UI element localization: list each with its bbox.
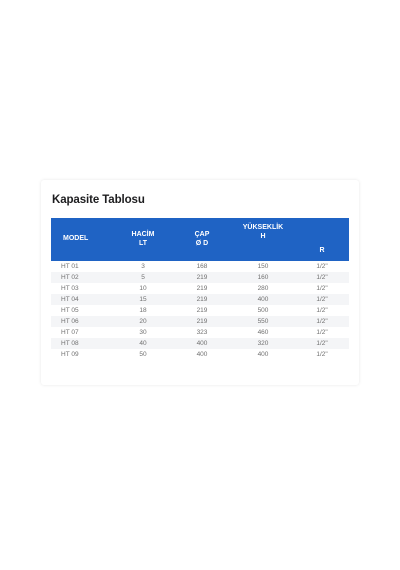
cell-r: 1/2" (316, 285, 328, 292)
cell-r: 1/2" (316, 351, 328, 358)
cell-height: 400 (257, 351, 269, 358)
capacity-card (41, 180, 359, 385)
cell-diameter: 219 (196, 307, 208, 314)
header-height-unit: H (260, 232, 266, 240)
table-body (51, 261, 349, 360)
header-height-label: YÜKSEKLİK (242, 224, 284, 231)
capacity-table (51, 218, 349, 360)
table-row (51, 349, 349, 360)
header-volume-unit: LT (138, 239, 148, 247)
cell-r: 1/2" (295, 272, 349, 283)
cell-r: 1/2" (295, 316, 349, 327)
table-row (51, 316, 349, 327)
cell-height: 160 (231, 272, 295, 283)
cell-model: HT 01 (61, 263, 79, 270)
cell-r: 1/2" (316, 329, 328, 336)
cell-height: 550 (231, 316, 295, 327)
cell-height: 500 (257, 307, 269, 314)
header-model (51, 218, 113, 261)
cell-volume: 50 (139, 351, 147, 358)
header-r-label: R (319, 246, 325, 254)
cell-r: 1/2" (295, 294, 349, 305)
cell-model: HT 06 (51, 316, 113, 327)
table-row (51, 327, 349, 338)
cell-diameter: 168 (196, 263, 208, 270)
cell-volume: 40 (113, 338, 173, 349)
cell-diameter: 219 (173, 272, 231, 283)
table-row (51, 305, 349, 316)
cell-height: 320 (231, 338, 295, 349)
cell-height: 460 (257, 329, 269, 336)
header-diameter (173, 218, 231, 261)
cell-r: 1/2" (316, 307, 328, 314)
cell-volume: 3 (141, 263, 145, 270)
header-height (231, 218, 295, 261)
cell-height: 280 (257, 285, 269, 292)
cell-volume: 15 (113, 294, 173, 305)
cell-model: HT 09 (61, 351, 79, 358)
header-r (295, 218, 349, 261)
cell-volume: 10 (139, 285, 147, 292)
table-row (51, 294, 349, 305)
cell-diameter: 219 (196, 285, 208, 292)
cell-volume: 20 (113, 316, 173, 327)
cell-volume: 18 (139, 307, 147, 314)
cell-diameter: 400 (196, 351, 208, 358)
cell-model: HT 05 (61, 307, 79, 314)
cell-r: 1/2" (295, 338, 349, 349)
cell-model: HT 03 (61, 285, 79, 292)
header-volume-label: HACİM (131, 231, 155, 238)
cell-model: HT 08 (51, 338, 113, 349)
cell-volume: 5 (113, 272, 173, 283)
table-row (51, 272, 349, 283)
cell-height: 400 (231, 294, 295, 305)
cell-r: 1/2" (316, 263, 328, 270)
cell-diameter: 400 (173, 338, 231, 349)
header-diameter-unit: Ø D (195, 239, 209, 247)
table-row (51, 338, 349, 349)
cell-model: HT 02 (51, 272, 113, 283)
cell-volume: 30 (139, 329, 147, 336)
cell-model: HT 04 (51, 294, 113, 305)
header-row (51, 218, 349, 261)
table-row (51, 283, 349, 294)
header-diameter-label: ÇAP (194, 231, 210, 238)
header-model-label: MODEL (63, 235, 89, 243)
cell-diameter: 219 (173, 316, 231, 327)
cell-height: 150 (257, 263, 269, 270)
table-header (51, 218, 349, 261)
cell-diameter: 219 (173, 294, 231, 305)
card-title: Kapasite Tablosu (52, 194, 145, 206)
header-volume (113, 218, 173, 261)
table-row (51, 261, 349, 272)
cell-model: HT 07 (61, 329, 79, 336)
cell-diameter: 323 (196, 329, 208, 336)
